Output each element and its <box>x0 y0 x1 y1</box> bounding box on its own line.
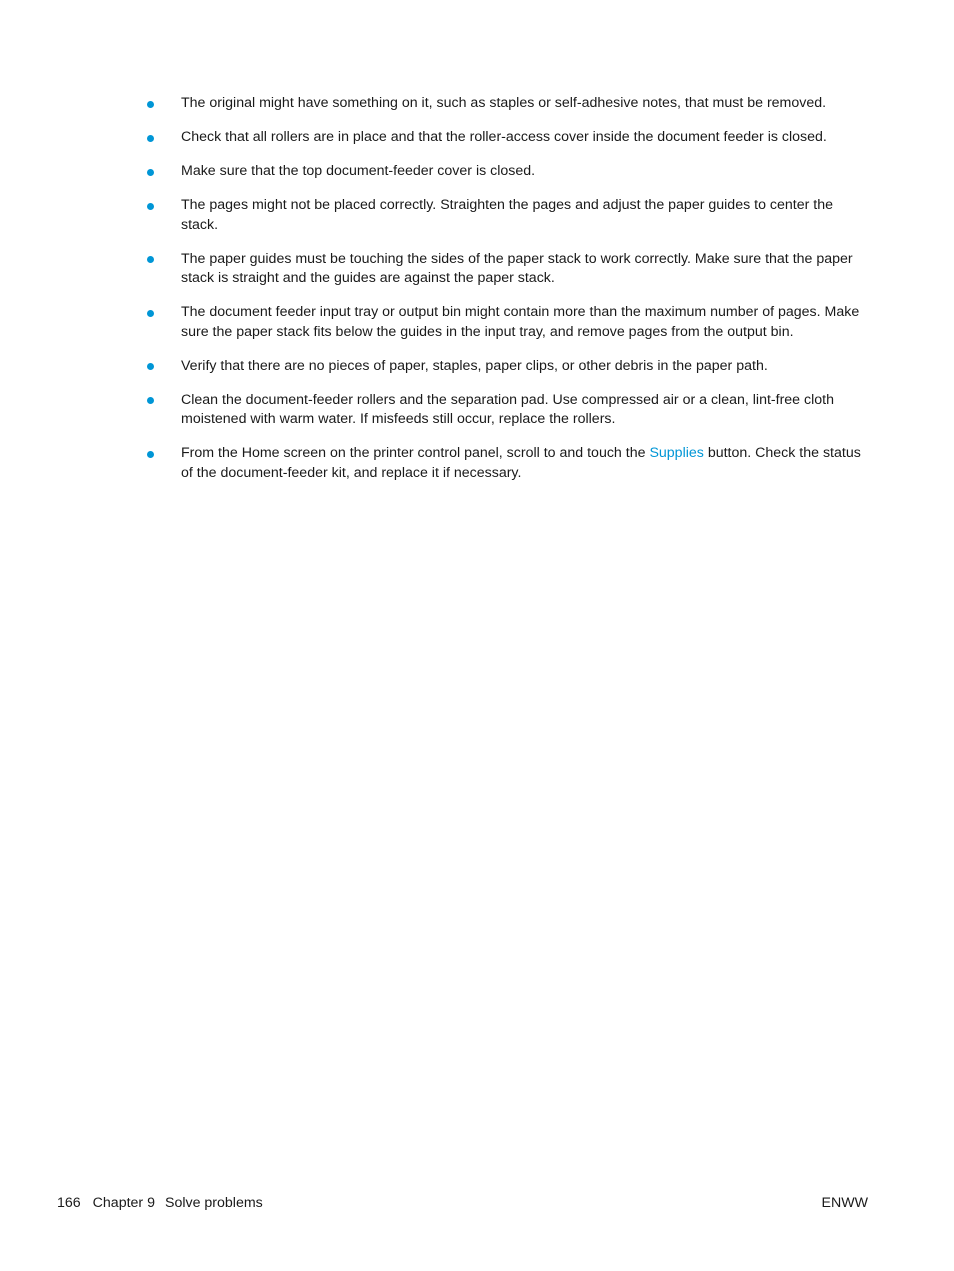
supplies-link[interactable]: Supplies <box>649 445 704 461</box>
bullet-text-before-link: From the Home screen on the printer control panel, scroll to and touch the <box>181 445 650 461</box>
footer-section: Solve problems <box>164 1195 263 1211</box>
bullet-item <box>144 196 866 235</box>
bullet-text: Make sure that the top document-feeder cover is closed. <box>181 163 536 179</box>
bullet-text: The paper guides must be touching the sides of the paper stack to work correctly. Make sure that the paper stack is straight and the guides are against the paper stack. <box>181 250 853 286</box>
bullet-dot-icon <box>147 256 154 263</box>
bullet-text: The pages might not be placed correctly. Straighten the pages and adjust the paper guides to center the stack. <box>181 197 833 233</box>
bullet-item <box>144 94 866 114</box>
bullet-text-after-link: button. Check the status of the document-feeder kit, and replace it if necessary. <box>181 445 861 481</box>
bullet-dot-icon <box>147 310 154 317</box>
bullet-text: The original might have something on it, such as staples or self-adhesive notes, that must be removed. <box>181 95 827 111</box>
bullet-item <box>144 303 866 342</box>
footer-locale-code: ENWW <box>821 1195 868 1211</box>
bullet-text: Verify that there are no pieces of paper, staples, paper clips, or other debris in the paper path. <box>181 357 768 374</box>
bullet-item <box>144 128 866 148</box>
bullet-text: Check that all rollers are in place and that the roller-access cover inside the document feeder is closed. <box>181 129 827 145</box>
troubleshooting-bullet-list <box>144 94 866 498</box>
bullet-item <box>144 391 866 430</box>
bullet-dot-icon <box>147 101 154 108</box>
bullet-dot-icon <box>147 169 154 176</box>
bullet-item <box>144 162 866 182</box>
bullet-dot-icon <box>147 397 154 404</box>
page-footer <box>57 1193 868 1213</box>
bullet-dot-icon <box>147 135 154 142</box>
bullet-dot-icon <box>147 451 154 458</box>
bullet-item <box>144 250 866 289</box>
page-number: 166 <box>57 1195 81 1211</box>
bullet-text: Clean the document-feeder rollers and the separation pad. Use compressed air or a clean, lint-free cloth moistened with warm water. If misfeeds still occur, replace the rollers. <box>181 391 834 427</box>
footer-left <box>57 1193 263 1213</box>
bullet-item <box>144 444 866 483</box>
bullet-item <box>144 357 866 377</box>
footer-chapter: Chapter 9 <box>92 1195 155 1211</box>
bullet-dot-icon <box>147 363 154 370</box>
bullet-text: The document feeder input tray or output bin might contain more than the maximum number of pages. Make sure the paper stack fits below the guides in the input tray, and remove pages from the output bin. <box>181 304 860 340</box>
bullet-dot-icon <box>147 203 154 210</box>
